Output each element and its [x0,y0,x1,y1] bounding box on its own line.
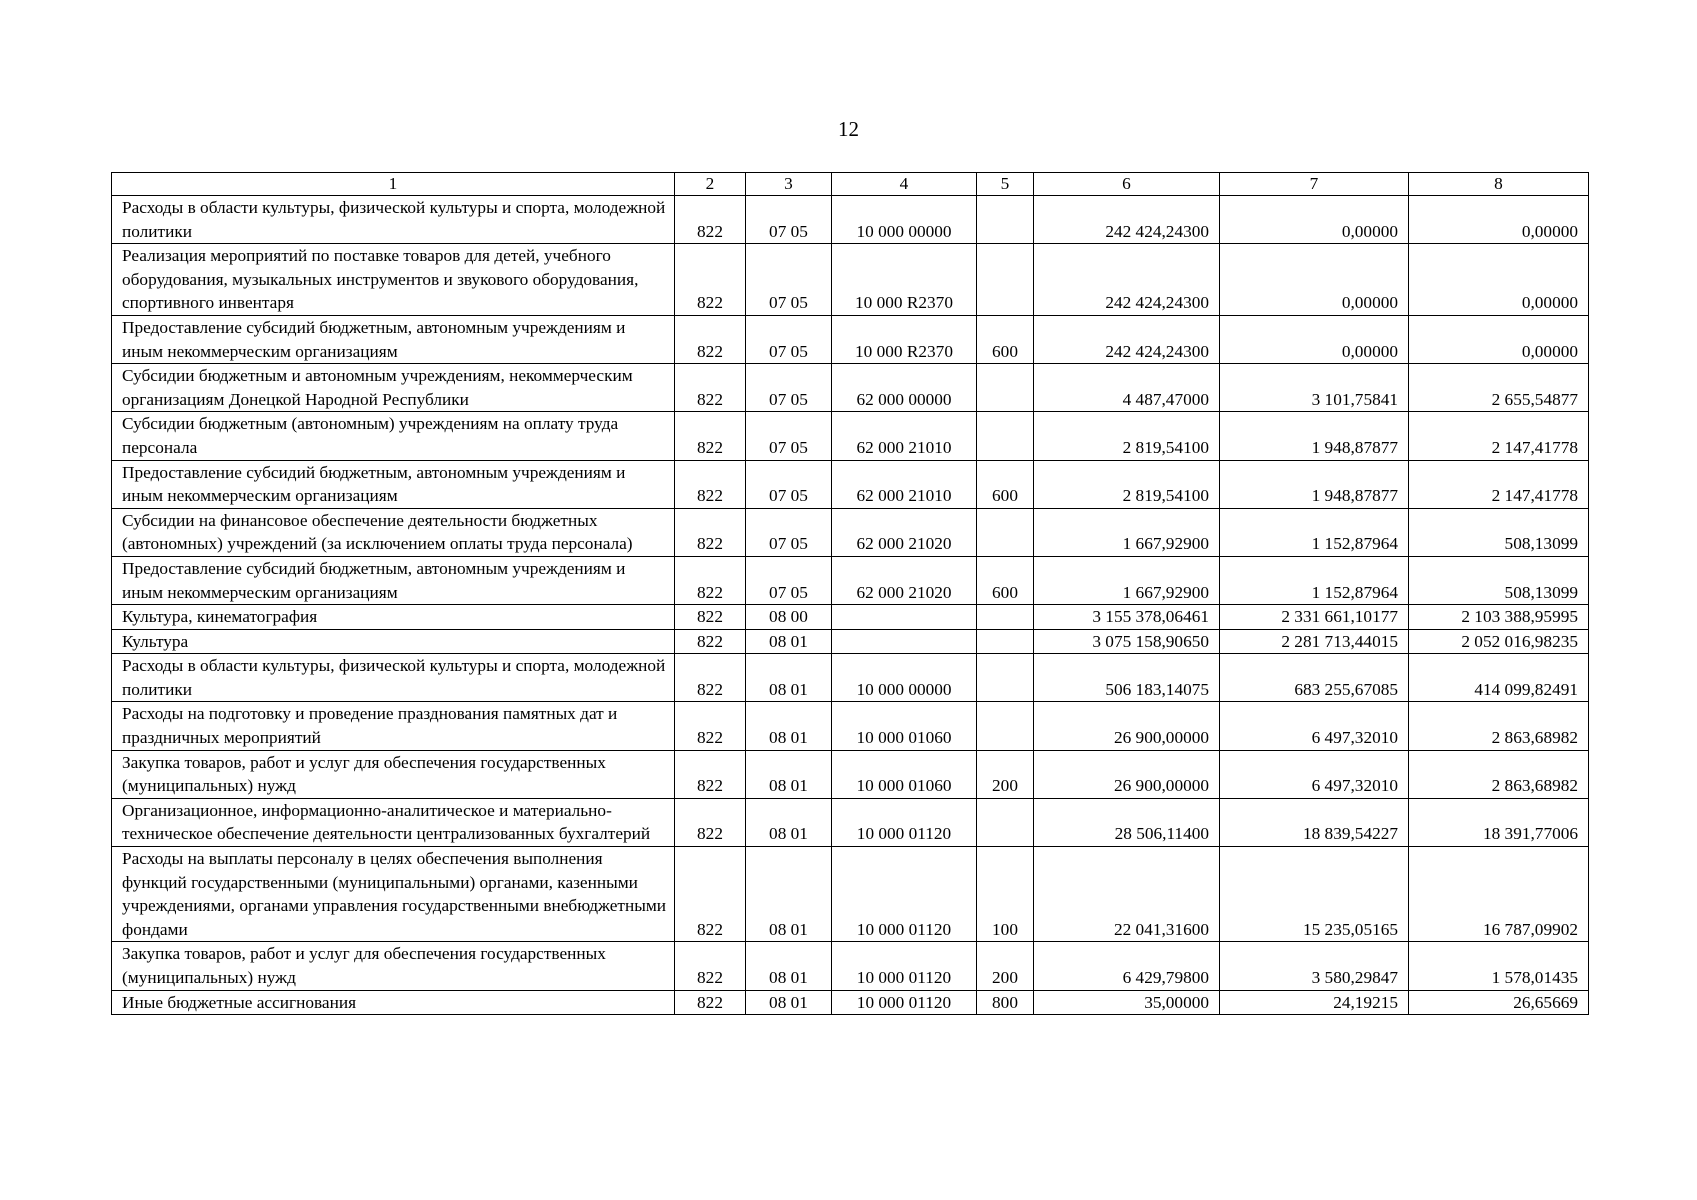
cell-description: Иные бюджетные ассигнования [112,990,675,1015]
cell-col-6: 1 667,92900 [1034,508,1220,556]
cell-col-2: 822 [675,942,746,990]
cell-col-3: 08 01 [746,942,832,990]
cell-col-4: 10 000 00000 [832,654,977,702]
table-row [112,629,1589,654]
table-row [112,460,1589,508]
page-number: 12 [838,117,859,141]
cell-description: Расходы на выплаты персоналу в целях обеспечения выполнения функций государственными (муниципальными) органами, казенными учреждениями, органами управления государственными внебюджетными фондами [112,847,675,942]
cell-col-8: 2 103 388,95995 [1409,605,1589,630]
cell-col-2: 822 [675,847,746,942]
cell-col-5 [977,798,1034,846]
cell-col-3: 07 05 [746,315,832,363]
cell-col-4: 10 000 01060 [832,750,977,798]
cell-col-7: 683 255,67085 [1220,654,1409,702]
cell-col-6: 2 819,54100 [1034,412,1220,460]
cell-col-4: 62 000 21010 [832,412,977,460]
cell-col-8: 508,13099 [1409,556,1589,604]
cell-col-4: 10 000 01120 [832,942,977,990]
cell-col-3: 08 01 [746,702,832,750]
header-cell: 5 [977,173,1034,196]
header-cell: 7 [1220,173,1409,196]
cell-description: Организационное, информационно-аналитическое и материально-техническое обеспечение деятельности централизованных бухгалтерий [112,798,675,846]
table-row [112,702,1589,750]
table-row [112,990,1589,1015]
table-row [112,605,1589,630]
cell-description: Предоставление субсидий бюджетным, автономным учреждениям и иным некоммерческим организациям [112,556,675,604]
cell-col-6: 26 900,00000 [1034,750,1220,798]
table-row [112,750,1589,798]
cell-col-7: 1 152,87964 [1220,508,1409,556]
cell-col-3: 08 01 [746,847,832,942]
cell-description: Расходы в области культуры, физической культуры и спорта, молодежной политики [112,196,675,244]
table-row [112,847,1589,942]
cell-col-4: 10 000 00000 [832,196,977,244]
cell-col-7: 2 331 661,10177 [1220,605,1409,630]
header-cell: 8 [1409,173,1589,196]
cell-col-6: 242 424,24300 [1034,315,1220,363]
table-row [112,654,1589,702]
cell-col-6: 3 075 158,90650 [1034,629,1220,654]
cell-col-6: 1 667,92900 [1034,556,1220,604]
cell-col-7: 1 948,87877 [1220,412,1409,460]
cell-col-6: 242 424,24300 [1034,196,1220,244]
cell-col-7: 1 152,87964 [1220,556,1409,604]
cell-col-4: 10 000 01120 [832,847,977,942]
cell-col-5: 200 [977,750,1034,798]
header-cell: 6 [1034,173,1220,196]
cell-col-5 [977,412,1034,460]
table-row [112,798,1589,846]
table-row [112,556,1589,604]
cell-col-4: 62 000 21020 [832,508,977,556]
cell-col-8: 2 147,41778 [1409,460,1589,508]
cell-col-3: 07 05 [746,412,832,460]
cell-col-3: 07 05 [746,556,832,604]
cell-col-6: 242 424,24300 [1034,244,1220,316]
cell-col-7: 3 580,29847 [1220,942,1409,990]
cell-col-7: 3 101,75841 [1220,364,1409,412]
cell-col-3: 08 01 [746,798,832,846]
cell-col-8: 16 787,09902 [1409,847,1589,942]
cell-col-2: 822 [675,556,746,604]
cell-col-7: 0,00000 [1220,244,1409,316]
cell-col-8: 2 863,68982 [1409,750,1589,798]
cell-col-8: 2 052 016,98235 [1409,629,1589,654]
cell-col-4: 10 000 01060 [832,702,977,750]
cell-col-7: 0,00000 [1220,315,1409,363]
table-body [112,173,1589,1015]
cell-col-8: 26,65669 [1409,990,1589,1015]
cell-description: Культура [112,629,675,654]
cell-col-3: 08 00 [746,605,832,630]
cell-col-4: 62 000 21020 [832,556,977,604]
cell-col-8: 18 391,77006 [1409,798,1589,846]
cell-col-6: 506 183,14075 [1034,654,1220,702]
cell-col-3: 08 01 [746,750,832,798]
header-cell: 3 [746,173,832,196]
cell-col-7: 24,19215 [1220,990,1409,1015]
cell-col-4: 62 000 00000 [832,364,977,412]
cell-col-4: 10 000 01120 [832,990,977,1015]
cell-col-2: 822 [675,629,746,654]
cell-description: Предоставление субсидий бюджетным, автономным учреждениям и иным некоммерческим организациям [112,460,675,508]
cell-col-5 [977,244,1034,316]
cell-col-7: 2 281 713,44015 [1220,629,1409,654]
cell-col-8: 0,00000 [1409,315,1589,363]
cell-col-2: 822 [675,315,746,363]
cell-col-8: 0,00000 [1409,196,1589,244]
cell-col-2: 822 [675,702,746,750]
header-row [112,173,1589,196]
cell-col-5 [977,629,1034,654]
cell-description: Закупка товаров, работ и услуг для обеспечения государственных (муниципальных) нужд [112,750,675,798]
cell-col-6: 3 155 378,06461 [1034,605,1220,630]
cell-col-5: 100 [977,847,1034,942]
header-cell: 4 [832,173,977,196]
cell-col-5: 800 [977,990,1034,1015]
cell-col-8: 2 147,41778 [1409,412,1589,460]
cell-description: Субсидии на финансовое обеспечение деятельности бюджетных (автономных) учреждений (за исключением оплаты труда персонала) [112,508,675,556]
cell-col-8: 2 655,54877 [1409,364,1589,412]
cell-col-2: 822 [675,798,746,846]
cell-col-6: 2 819,54100 [1034,460,1220,508]
cell-col-8: 508,13099 [1409,508,1589,556]
table-row [112,508,1589,556]
cell-col-7: 0,00000 [1220,196,1409,244]
budget-table [111,172,1589,1015]
cell-description: Предоставление субсидий бюджетным, автономным учреждениям и иным некоммерческим организациям [112,315,675,363]
cell-col-2: 822 [675,364,746,412]
cell-col-8: 0,00000 [1409,244,1589,316]
cell-col-8: 414 099,82491 [1409,654,1589,702]
cell-col-3: 07 05 [746,508,832,556]
cell-col-6: 28 506,11400 [1034,798,1220,846]
cell-description: Закупка товаров, работ и услуг для обеспечения государственных (муниципальных) нужд [112,942,675,990]
cell-col-5: 600 [977,556,1034,604]
cell-col-4: 10 000 R2370 [832,315,977,363]
cell-col-7: 6 497,32010 [1220,702,1409,750]
cell-col-7: 6 497,32010 [1220,750,1409,798]
table-row [112,942,1589,990]
cell-col-2: 822 [675,460,746,508]
cell-col-6: 26 900,00000 [1034,702,1220,750]
cell-col-4 [832,629,977,654]
cell-col-2: 822 [675,654,746,702]
cell-col-5: 200 [977,942,1034,990]
cell-col-7: 1 948,87877 [1220,460,1409,508]
cell-col-2: 822 [675,244,746,316]
cell-col-7: 18 839,54227 [1220,798,1409,846]
cell-col-2: 822 [675,508,746,556]
table-row [112,412,1589,460]
cell-col-3: 07 05 [746,364,832,412]
cell-col-2: 822 [675,412,746,460]
cell-col-3: 08 01 [746,629,832,654]
cell-col-5 [977,654,1034,702]
cell-col-4: 10 000 R2370 [832,244,977,316]
cell-col-4 [832,605,977,630]
cell-col-3: 07 05 [746,244,832,316]
cell-col-6: 4 487,47000 [1034,364,1220,412]
cell-col-2: 822 [675,605,746,630]
cell-col-6: 6 429,79800 [1034,942,1220,990]
cell-col-7: 15 235,05165 [1220,847,1409,942]
cell-col-5 [977,702,1034,750]
cell-description: Расходы в области культуры, физической культуры и спорта, молодежной политики [112,654,675,702]
cell-col-3: 07 05 [746,196,832,244]
table-row [112,244,1589,316]
cell-description: Реализация мероприятий по поставке товаров для детей, учебного оборудования, музыкальных инструментов и звукового оборудования, спортивного инвентаря [112,244,675,316]
cell-col-5: 600 [977,315,1034,363]
cell-col-6: 22 041,31600 [1034,847,1220,942]
table-row [112,364,1589,412]
cell-col-3: 08 01 [746,990,832,1015]
cell-col-5 [977,508,1034,556]
cell-col-4: 10 000 01120 [832,798,977,846]
table-row [112,196,1589,244]
cell-col-5 [977,605,1034,630]
cell-description: Культура, кинематография [112,605,675,630]
cell-col-5: 600 [977,460,1034,508]
cell-col-8: 1 578,01435 [1409,942,1589,990]
cell-col-2: 822 [675,750,746,798]
cell-col-3: 08 01 [746,654,832,702]
cell-col-4: 62 000 21010 [832,460,977,508]
table-row [112,315,1589,363]
cell-col-2: 822 [675,196,746,244]
cell-col-3: 07 05 [746,460,832,508]
header-cell: 2 [675,173,746,196]
header-cell: 1 [112,173,675,196]
cell-description: Расходы на подготовку и проведение празднования памятных дат и праздничных мероприятий [112,702,675,750]
cell-col-5 [977,364,1034,412]
cell-description: Субсидии бюджетным (автономным) учреждениям на оплату труда персонала [112,412,675,460]
cell-col-2: 822 [675,990,746,1015]
cell-col-6: 35,00000 [1034,990,1220,1015]
cell-col-5 [977,196,1034,244]
cell-col-8: 2 863,68982 [1409,702,1589,750]
cell-description: Субсидии бюджетным и автономным учреждениям, некоммерческим организациям Донецкой Народной Республики [112,364,675,412]
